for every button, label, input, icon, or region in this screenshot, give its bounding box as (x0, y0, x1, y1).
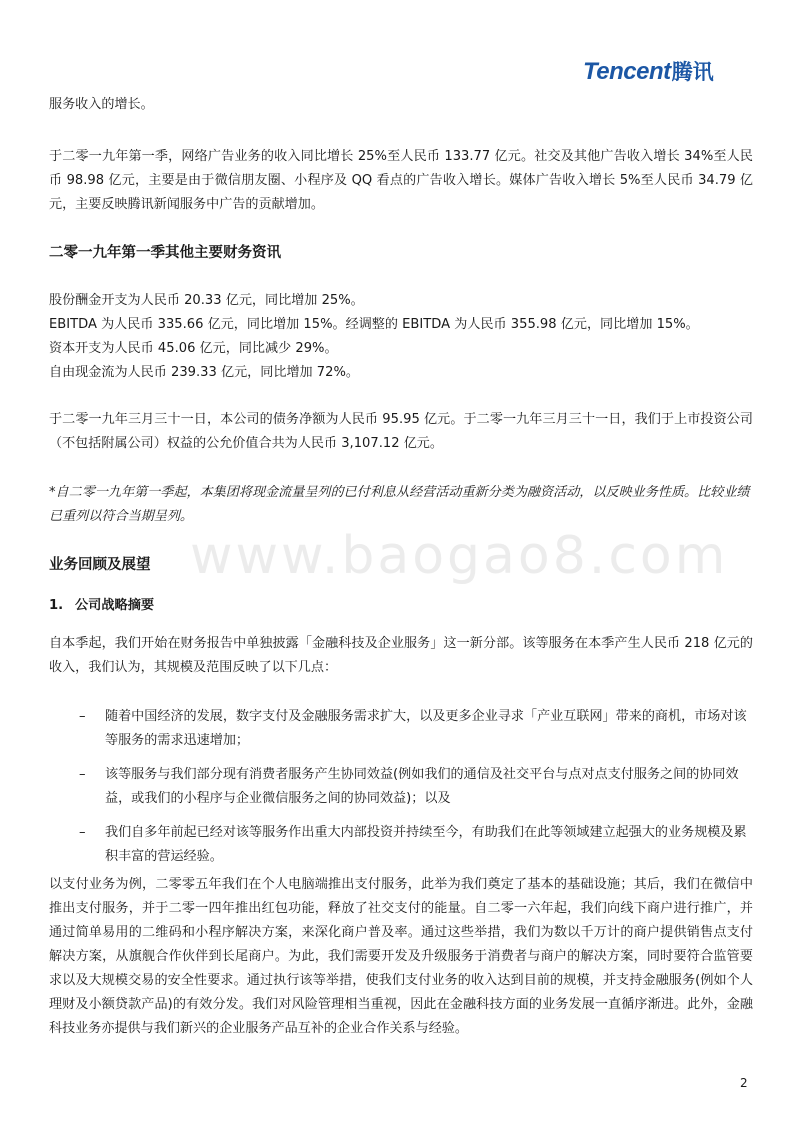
page-number: 2 (740, 1076, 748, 1090)
metric-line: 股份酬金开支为人民币 20.33 亿元，同比增加 25%。 (49, 293, 364, 308)
list-item-text: 该等服务与我们部分现有消费者服务产生协同效益(例如我们的通信及社交平台与点对点支付服务之间的协同效益，或我们的小程序与企业微信服务之间的协同效益)；以及 (105, 767, 739, 806)
watermark: www.baogao8.com (190, 526, 729, 586)
subsection-title: 公司战略摘要 (75, 598, 155, 613)
list-item (79, 821, 753, 869)
debt-paragraph: 于二零一九年三月三十一日，本公司的债务净额为人民币 95.95 亿元。于二零一九年三月三十一日，我们于上市投资公司（不包括附属公司）权益的公允价值合共为人民币 3,107.12 亿元。 (49, 412, 753, 451)
segment-intro-paragraph: 自本季起，我们开始在财务报告中单独披露「金融科技及企业服务」这一新分部。该等服务在本季产生人民币 218 亿元的收入，我们认为，其规模及范围反映了以下几点： (49, 636, 753, 675)
metric-line: 自由现金流为人民币 239.33 亿元，同比增加 72%。 (49, 365, 359, 380)
tencent-logo (583, 56, 714, 86)
footnote: *自二零一九年第一季起，本集团将现金流量呈列的已付利息从经营活动重新分类为融资活动，以反映业务性质。比较业绩已重列以符合当期呈列。 (49, 485, 750, 524)
metric-line: EBITDA 为人民币 335.66 亿元，同比增加 15%。经调整的 EBITDA 为人民币 355.98 亿元，同比增加 15%。 (49, 317, 699, 332)
list-item (79, 763, 753, 811)
list-item (79, 705, 753, 753)
review-section-title: 业务回顾及展望 (49, 557, 151, 573)
payment-business-paragraph: 以支付业务为例，二零零五年我们在个人电脑端推出支付服务，此举为我们奠定了基本的基础设施；其后，我们在微信中推出支付服务，并于二零一四年推出红包功能，释放了社交支付的能量。自二零一六年起，我们向线下商户进行推广，并通过简单易用的二维码和小程序解决方案，来深化商户普及率。通过这些举措，我们为数以千万计的商户提供销售点支付解决方案，从旗舰合作伙伴到长尾商户。为此，我们需要开发及升级服务于消费者与商户的解决方案，同时要符合监管要求以及大规模交易的安全性要求。通过执行该等举措，使我们支付业务的收入达到目前的规模，并支持金融服务(例如个人理财及小额贷款产品)的有效分发。我们对风险管理相当重视，因此在金融科技方面的业务发展一直循序渐进。此外，金融科技业务亦提供与我们新兴的企业服务产品互补的企业合作关系与经验。 (49, 877, 753, 1036)
ad-revenue-paragraph: 于二零一九年第一季，网络广告业务的收入同比增长 25%至人民币 133.77 亿元。社交及其他广告收入增长 34%至人民币 98.98 亿元，主要是由于微信朋友圈、小程序及 QQ 看点的广告收入增长。媒体广告收入增长 5%至人民币 34.79 亿元，主要反映腾讯新闻服务中广告的贡献增加。 (49, 149, 753, 212)
dash-bullet: – (79, 825, 86, 840)
metric-line: 资本开支为人民币 45.06 亿元，同比减少 29%。 (49, 341, 338, 356)
dash-bullet: – (79, 767, 86, 782)
financial-section-title: 二零一九年第一季其他主要财务资讯 (49, 245, 281, 261)
dash-bullet: – (79, 709, 86, 724)
subsection-heading (49, 594, 753, 618)
list-item-text: 我们自多年前起已经对该等服务作出重大内部投资并持续至今，有助我们在此等领域建立起强大的业务规模及累积丰富的营运经验。 (105, 825, 747, 864)
logo-chinese: 腾讯 (671, 61, 714, 84)
reasons-list (79, 705, 753, 879)
intro-continuation: 服务收入的增长。 (49, 97, 154, 112)
list-item-text: 随着中国经济的发展，数字支付及金融服务需求扩大，以及更多企业寻求「产业互联网」带来的商机，市场对该等服务的需求迅速增加； (105, 709, 747, 748)
subsection-number: 1. (49, 598, 64, 613)
financial-metrics (49, 289, 753, 385)
logo-english: Tencent (583, 58, 671, 85)
